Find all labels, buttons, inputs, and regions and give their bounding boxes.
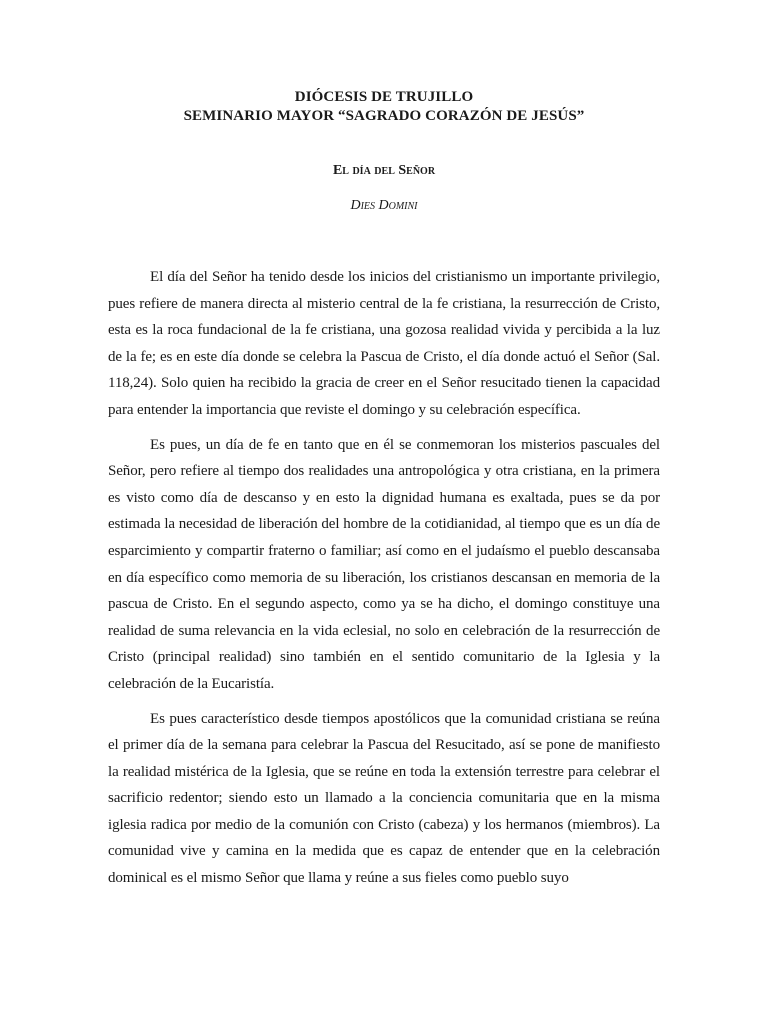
diocese-heading: DIÓCESIS DE TRUJILLO [294, 89, 474, 105]
document-title: El día del Señor [332, 163, 436, 178]
seminary-heading: SEMINARIO MAYOR “SAGRADO CORAZÓN DE JESÚS” [183, 108, 585, 124]
paragraph-3: Es pues característico desde tiempos apostólicos que la comunidad cristiana se reúna el primer día de la semana para celebrar la Pascua del Resucitado, así se pone de manifiesto la realidad mistérica de la Iglesia, que se reúne en toda la extensión terrestre para celebrar el sacrificio redentor; siendo esto un llamado a la conciencia comunitaria que en la misma iglesia radica por medio de la comunión con Cristo (cabeza) y los hermanos (miembros). La comunidad vive y camina en la medida que es capaz de entender que en la celebración dominical es el mismo Señor que llama y reúne a sus fieles como pueblo suyo [108, 710, 660, 887]
body-text [108, 264, 660, 900]
paragraph-1: El día del Señor ha tenido desde los inicios del cristianismo un importante privilegio, pues refiere de manera directa al misterio central de la fe cristiana, la resurrección de Cristo, esta es la roca fundacional de la fe cristiana, una gozosa realidad vivida y percibida a la luz de la fe; es en este día donde se celebra la Pascua de Cristo, el día donde actuó el Señor (Sal. 118,24). Solo quien ha recibido la gracia de creer en el Señor resucitado tienen la capacidad para entender la importancia que reviste el domingo y su celebración específica. [108, 269, 660, 418]
document-subtitle: Dies Domini [350, 198, 418, 213]
paragraph-2: Es pues, un día de fe en tanto que en él se conmemoran los misterios pascuales del Señor, pero refiere al tiempo dos realidades una antropológica y otra cristiana, en la primera es visto como día de descanso y en esto la dignidad humana es exaltada, pues se da por estimada la necesidad de liberación del hombre de la cotidianidad, al tiempo que es un día de esparcimiento y compartir fraterno o familiar; así como en el judaísmo el pueblo descansaba en día específico como memoria de su liberación, los cristianos descansan en memoria de la pascua de Cristo. En el segundo aspecto, como ya se ha dicho, el domingo constituye una realidad de suma relevancia en la vida eclesial, no solo en celebración de la resurrección de Cristo (principal realidad) sino también en el sentido comunitario de la Iglesia y la celebración de la Eucaristía. [108, 436, 660, 692]
